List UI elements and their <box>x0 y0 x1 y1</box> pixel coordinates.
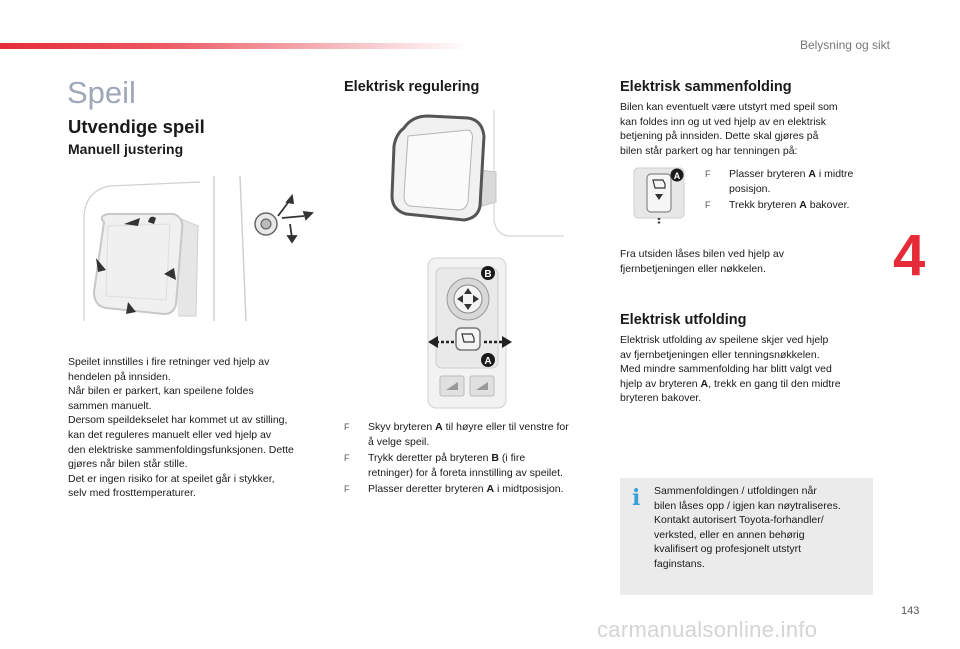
text-line: Sammenfoldingen / utfoldingen når <box>654 485 817 497</box>
manual-adjustment-text <box>68 355 330 501</box>
text-line: Fra utsiden låses bilen ved hjelp av <box>620 248 785 260</box>
section-title: Belysning og sikt <box>799 38 890 52</box>
header-accent-bar <box>0 43 470 49</box>
list-item <box>705 198 875 213</box>
text: i midtre <box>815 168 854 180</box>
switch-ref: A <box>486 483 495 496</box>
text: bakover. <box>806 199 850 212</box>
arrow-s-icon <box>288 236 296 242</box>
info-icon: i <box>632 485 641 511</box>
list-item <box>344 420 604 449</box>
label-a: A <box>673 171 681 181</box>
folding-steps <box>705 167 875 215</box>
door-outline <box>494 110 564 236</box>
text: hjelp av bryteren <box>620 377 701 390</box>
switch-ref: B <box>491 452 499 465</box>
heading-electric-adjustment: Elektrisk regulering <box>344 79 480 95</box>
text-line: av fjernbetjeningen eller tenningsnøkkelen. <box>620 348 820 361</box>
bullet-marker: F <box>705 200 711 211</box>
text: , trekk en gang til den midtre <box>708 377 841 390</box>
switch-ref: A <box>700 377 709 390</box>
text-line: fjernbetjeningen eller nøkkelen. <box>620 262 766 275</box>
text: å velge speil. <box>368 435 430 448</box>
page-number: 143 <box>901 605 920 617</box>
arrow-left-icon <box>428 336 438 348</box>
text-line: faginstans. <box>654 557 705 570</box>
bullet-marker: F <box>705 169 711 179</box>
page-title: Speil <box>67 75 136 110</box>
text-line: kan foldes inn og ut ved hjelp av en elektrisk <box>620 115 827 128</box>
section-heading-outer-mirrors: Utvendige speil <box>68 116 205 137</box>
switch-ref: A <box>435 421 443 433</box>
arrow-ne-icon <box>287 196 293 203</box>
arrow-right-icon <box>502 336 512 348</box>
lever-knob-center <box>261 219 271 229</box>
text-line: Kontakt autorisert Toyota-forhandler/ <box>654 514 824 527</box>
text: (i fire <box>498 452 526 465</box>
label-b: B <box>484 269 492 280</box>
electric-unfolding-text <box>620 333 875 406</box>
text-line: kvalifisert og profesjonelt utstyrt <box>654 543 802 556</box>
subheading-manual-adjustment: Manuell justering <box>68 141 184 157</box>
heading-electric-folding: Elektrisk sammenfolding <box>620 79 792 95</box>
text-line: Elektrisk utfolding av speilene skjer ved hjelp <box>620 334 829 346</box>
text: til høyre eller til venstre for <box>442 421 569 433</box>
text-line: selv med frosttemperaturer. <box>68 487 196 500</box>
fold-switch-illustration <box>632 166 688 226</box>
arrow-e-icon <box>304 212 312 219</box>
watermark: carmanualsonline.info <box>597 617 818 642</box>
mirror-glass <box>404 130 473 210</box>
text: Skyv bryteren <box>368 421 436 433</box>
heading-electric-unfolding: Elektrisk utfolding <box>620 312 747 328</box>
text-line: hendelen på innsiden. <box>68 370 171 383</box>
text: Plasser deretter bryteren <box>368 483 487 496</box>
switch-a-direction-arrows <box>426 331 514 353</box>
text: i midtposisjon. <box>494 483 564 496</box>
chapter-number: 4 <box>893 223 926 288</box>
label-a: A <box>484 356 492 367</box>
a-pillar-inner <box>240 176 246 321</box>
switch-ref: A <box>799 199 807 212</box>
text-line: Speilet innstilles i fire retninger ved hjelp av <box>68 356 270 368</box>
text: retninger) for å foreta innstilling av speilet. <box>368 466 563 479</box>
bullet-marker: F <box>344 484 350 495</box>
arrow-e-line <box>282 216 304 218</box>
text-line: den elektriske sammenfoldingsfunksjonen. Dette <box>68 443 294 456</box>
list-item <box>344 482 604 497</box>
info-text <box>654 484 872 572</box>
list-item <box>705 167 875 196</box>
text-line: sammen manuelt. <box>68 399 152 412</box>
text-line: bilen står parkert og har tenningen på: <box>620 144 798 157</box>
text: Trykk deretter på bryteren <box>368 452 492 465</box>
electric-mirror-illustration <box>384 110 564 246</box>
text-line: bryteren bakover. <box>620 392 702 405</box>
text: Trekk bryteren <box>729 199 800 212</box>
text-line <box>620 377 875 392</box>
manual-mirror-illustration <box>78 176 334 322</box>
text-line: Bilen kan eventuelt være utstyrt med speil som <box>620 101 838 113</box>
text-line: verksted, eller en annen behørig <box>654 528 805 541</box>
text: posisjon. <box>729 182 771 195</box>
remote-lock-note <box>620 247 875 276</box>
bullet-marker: F <box>344 453 350 464</box>
electric-adjustment-steps <box>344 420 604 499</box>
text-line: Det er ingen risiko for at speilet går i stykker, <box>68 472 275 485</box>
electric-folding-text <box>620 100 875 158</box>
text-line: betjening på innsiden. Dette skal gjøres på <box>620 130 819 143</box>
text-line: bilen låses opp / igjen kan nøytraliseres. <box>654 499 841 512</box>
text-line: kan det reguleres manuelt eller ved hjelp av <box>68 428 272 441</box>
switch-ref: A <box>808 168 816 180</box>
bullet-marker: F <box>344 422 350 432</box>
lever-arrows <box>278 196 312 242</box>
text-line: Når bilen er parkert, kan speilene foldes <box>68 385 254 398</box>
text: Plasser bryteren <box>729 168 809 180</box>
text-line: Med mindre sammenfolding har blitt valgt ved <box>620 363 832 376</box>
text-line: gjøres når bilen står stille. <box>68 458 188 471</box>
text-line: Dersom speildekselet har kommet ut av stilling, <box>68 414 288 427</box>
list-item <box>344 451 604 480</box>
